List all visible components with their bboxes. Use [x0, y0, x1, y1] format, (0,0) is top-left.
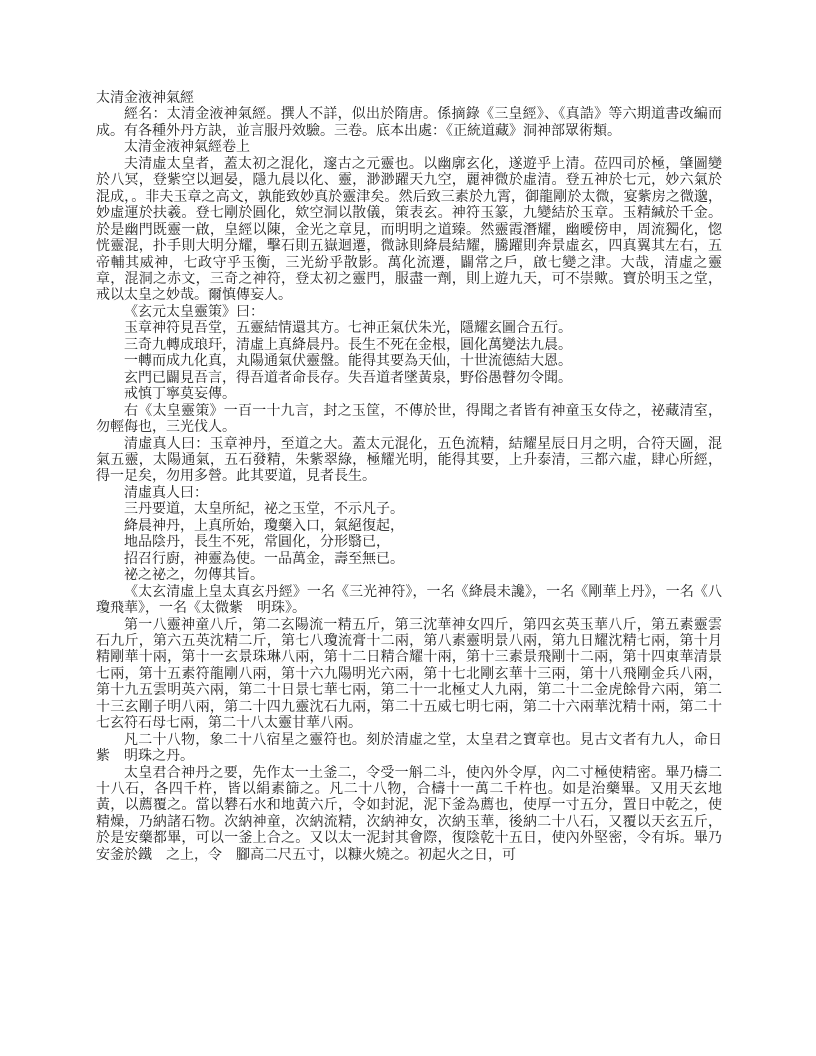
lingce-note: 右《太皇靈策》一百一十九言，封之玉筐，不傳於世，得聞之者皆有神童玉女侍之，祕藏清室，勿輕侮也，三光伐人。	[96, 402, 722, 436]
scripture-names: 《太玄清虛上皇太真玄丹經》一名《三光神符》，一名《絳晨未讒》，一名《剛華上丹》，一名《八瓊飛華》，一名《太微紫 明珠》。	[96, 583, 722, 617]
verse-line-3: 一轉而成九化真，丸陽通氣伏靈盤。能得其要為天仙，十世流德結大恩。	[124, 353, 572, 370]
jiangchen-line: 絳晨神丹，上真所始，瓊藥入口，氣絕復起，	[124, 517, 404, 534]
chapter-heading: 太清金液神氣經卷上	[124, 139, 250, 156]
verse-line-5: 戒慎丁寧莫妄傳。	[124, 386, 236, 403]
alchemy-procedure: 太皇君合神丹之要，先作太一土釜二，令受一斛二斗，使內外令厚，內二寸極使精密。畢乃檮二十八石，各四千杵，皆以絹素篩之。凡二十八物，合檮十一萬二千杵也。如是治藥畢。又用天玄地黃，以薦覆之。當以礬石水和地黃六斤，令如封泥，泥下釜為薦也，使厚一寸五分，置日中乾之，使精燥，乃納諸石物。次納神童，次納流精，次納神女，次納玉華，後納二十八石，又覆以天玄五斤，於是安藥都畢，可以一釜上合之。又以太一泥封其會際，復陰乾十五日，使內外堅密，令有坼。畢乃安釜於鐵 之上，令 腳高二尺五寸，以糠火燒之。初起火之日，可	[96, 764, 722, 863]
verse-line-2: 三奇九轉成琅玕，清虛上真絳晨丹。長生不死在金根，圓化萬變法九晨。	[124, 336, 572, 353]
bizhi-line: 祕之祕之，勿傳其旨。	[124, 567, 264, 584]
verse-line-1: 玉章神符見吾堂，五靈結情還其方。七神正氣伏朱光，隱耀玄圖合五行。	[124, 320, 572, 337]
zhaozhao-line: 招召行廚，神靈為使。一品萬金，壽至無已。	[124, 550, 404, 567]
colophon-paragraph: 經名：太清金液神氣經。撰人不詳，似出於隋唐。係摘錄《三皇經》、《真誥》等六期道書改編而成。有各種外丹方訣，並言服丹效驗。三卷。底本出處：《正統道藏》洞神部眾術類。	[96, 106, 722, 139]
dipin-line: 地品陰丹，長生不死，常圓化，分形翳已，	[124, 534, 390, 551]
twenty-eight-materials: 第一八靈神童八斤，第二玄陽流一精五斤，第三沈華神女四斤，第四玄英玉華八斤，第五素靈雲石九斤，第六五英沈精二斤，第七八瓊流膏十二兩，第八素靈明景八兩，第九日耀沈精七兩，第十月精剛華十兩，第十一玄景珠琳八兩，第十二日精合耀十兩，第十三素景飛剛十二兩，第十四東華清景七兩，第十五素符龍剛八兩，第十六九陽明光六兩，第十七北剛玄華十三兩，第十八飛剛金兵八兩，第十九五雲明英六兩，第二十日景七華七兩，第二十一北極丈人九兩，第二十二金虎餘骨六兩，第二十三玄剛子明八兩，第二十四九靈沈石九兩，第二十五威七明七兩，第二十六兩華沈精十兩，第二十七玄符石母七兩，第二十八太靈甘華八兩。	[96, 616, 722, 732]
qingxu-attribution: 清虛真人曰：	[124, 484, 208, 501]
qingxu-discourse: 清虛真人曰：玉章神丹，至道之大。蓋太元混化，五色流精，結耀星辰日月之明，合符天圖，混氣五靈，太陽通氣，五石發精，朱紫翠綠，極耀光明，能得其要，上升泰清，三都六虛，肆心所經，得一足矣，勿用多營。此其要道，見者長生。	[96, 435, 722, 485]
document-page	[96, 90, 722, 863]
preface-paragraph: 夫清虛太皇者，蓋太初之混化，邃古之元靈也。以幽廓玄化，遂遊乎上清。莅四司於極，肇圖變於八冥，登紫空以迴晏，隱九晨以化、靈，渺渺躍天九空，麗神微於虛清。登五神於七元，妙六氣於混成，。非夫玉章之高文，孰能致妙真於靈津矣。然后致三素於九霄，御龍剛於太微，宴紫房之微邈，妙虛運於扶羲。登七剛於圓化，欸空洞以散儀，策表玄。神符玉篆，九變結於玉章。玉精緘於千金。於是幽門既靈一啟，皇經以陳，金光之章見，而明明之道臻。然靈霞潛耀，幽曖傍申，周流獨化，惚恍靈混，扑手則大明分耀，擊石則五嶽迴遷，微詠則絳晨結耀，騰躍則奔景虛玄，四真翼其左右，五帝輔其威神，七政守乎玉衡，三光紛乎散影。萬化流遷，闢常之戶，啟七變之津。大哉，清虛之靈章，混洞之赤文，三奇之神符，登太初之靈門，服盡一劑，則上遊九天，可不崇歟。寶於明玉之堂，戒以太皇之妙哉。爾慎傳妄人。	[96, 155, 722, 304]
lingce-heading: 《玄元太皇靈策》曰：	[124, 303, 264, 320]
materials-summary: 凡二十八物，象二十八宿星之靈符也。刻於清虛之堂，太皇君之寶章也。見古文者有九人，命日紫 明珠之丹。	[96, 731, 722, 765]
doc-title-line: 太清金液神氣經	[96, 90, 194, 106]
sandan-line: 三丹要道，太皇所紀，祕之玉堂，不示凡子。	[124, 501, 404, 518]
document-body	[96, 90, 722, 863]
verse-line-4: 玄門已闢見吾言，得吾道者命長存。失吾道者墜黃泉，野俗愚瞽勿令聞。	[124, 369, 572, 386]
